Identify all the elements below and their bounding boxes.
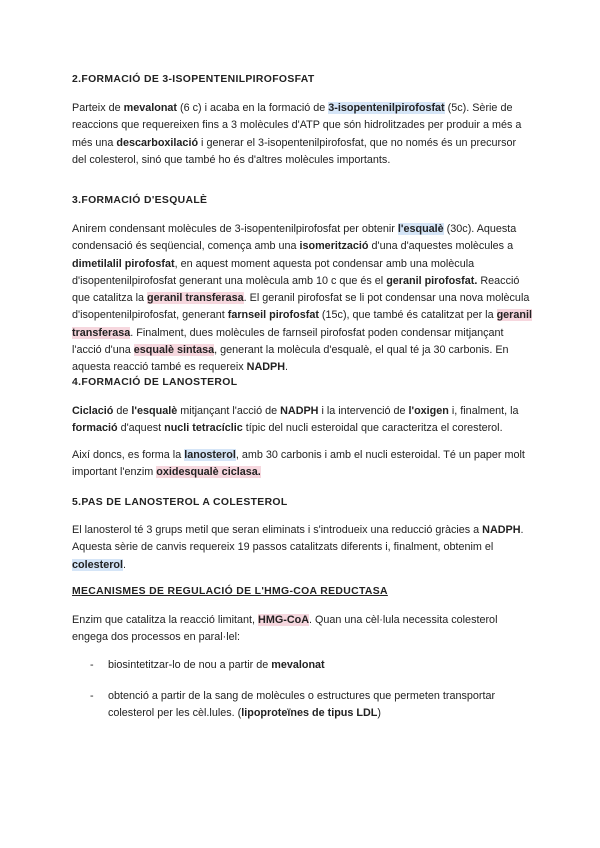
bold-term: geranil pirofosfat.	[386, 274, 478, 287]
highlighted-term: lanosterol	[184, 449, 236, 461]
highlighted-term: l'esqualè	[397, 223, 444, 235]
bold-term: isomerització	[299, 240, 369, 253]
paragraph: Parteix de mevalonat (6 c) i acaba en la formació de 3-isopentenilpirofosfat (5c). Sèrie de reaccions que requereixen fins a 3 molècules d'ATP que són hidrolitzades per produir a més a més una descarboxilació i generar el 3-isopentenilpirofosfat, que no només és un precursor del colesterol, sinó que també ho és d'altres molècules importants.	[72, 102, 522, 166]
bold-term: Ciclació	[72, 405, 114, 417]
bold-term: descarboxilació	[116, 136, 199, 149]
list-bullet: -	[90, 659, 94, 671]
process-list	[90, 657, 530, 674]
highlighted-term: 3-isopentenilpirofosfat	[328, 102, 445, 114]
highlighted-term: oxidesqualè ciclasa.	[156, 466, 261, 479]
paragraph: El lanosterol té 3 grups metil que seran eliminats i s'introdueix una reducció gràcies a NADPH. Aquesta sèrie de canvis requereix 19 passos catalitzats diferents i, finalment, obtenim el colesterol.	[72, 524, 524, 571]
bold-term: NADPH	[246, 361, 286, 374]
bold-term: NADPH	[482, 524, 521, 536]
bold-term: lipoproteïnes de tipus LDL	[241, 707, 378, 720]
highlighted-term: geranil transferasa	[72, 309, 532, 339]
bold-term: mevalonat	[123, 102, 178, 114]
heading-regulacio-hmg-coa: MECANISMES DE REGULACIÓ DE L'HMG-COA REDUCTASA	[72, 586, 388, 597]
paragraph: Així doncs, es forma la lanosterol, amb 30 carbonis i amb el nucli esteroidal. Té un paper molt important l'enzim oxidesqualè ciclasa.	[72, 449, 525, 479]
section-body-regulacio	[72, 612, 532, 647]
heading-formacio-isopentenilpirofosfat: 2.FORMACIÓ DE 3-ISOPENTENILPIROFOSFAT	[72, 74, 315, 85]
highlighted-term: HMG-CoA	[258, 614, 310, 626]
section-heading-3	[72, 194, 532, 208]
list-item-text: biosintetitzar-lo de nou a partir de mevalonat	[108, 659, 325, 671]
heading-pas-lanosterol-colesterol: 5.PAS DE LANOSTEROL A COLESTEROL	[72, 497, 288, 508]
list-item-text: obtenció a partir de la sang de molècules o estructures que permeten transportar colesterol per les cèl.lules. (lipoproteïnes de tipus LDL)	[108, 690, 496, 720]
heading-formacio-lanosterol: 4.FORMACIÓ DE LANOSTEROL	[72, 377, 238, 388]
bold-term: NADPH	[280, 405, 319, 417]
list-bullet: -	[90, 690, 94, 702]
heading-formacio-esquale: 3.FORMACIÓ D'ESQUALÈ	[72, 195, 208, 206]
section-body-4b	[72, 447, 532, 482]
highlighted-term: colesterol	[72, 558, 124, 571]
bold-term: dimetilalil pirofosfat	[72, 257, 175, 270]
paragraph: Anirem condensant molècules de 3-isopentenilpirofosfat per obtenir l'esqualè (30c). Aquesta condensació és seqüencial, comença amb una isomerització d'una d'aquestes molècules a dimetilalil pirofosfat, en aquest moment aquesta pot condensar amb una molècula d'isopentenilpirofosfat generant una molècula amb 10 c que és el geranil pirofosfat. Reacció que catalitza la geranil transferasa. El geranil pirofosfat se li pot condensar una nova molècula d'isopentenilpirofosfat, generant farnseil pirofosfat (15c), que també és catalitzat per la geranil transferasa. Finalment, dues molècules de farnseil pirofosfat poden condensar mitjançant l'acció d'una esqualè sintasa, generant la molècula d'esqualè, el qual té ja 30 carbonis. En aquesta reacció també es requereix NADPH.	[72, 223, 532, 374]
paragraph: Ciclació de l'esqualè mitjançant l'acció de NADPH i la intervenció de l'oxigen i, finalment, la formació d'aquest nucli tetracíclic típic del nucli esteroidal que caracteritza el coresterol.	[72, 405, 519, 435]
paragraph: Enzim que catalitza la reacció limitant, HMG-CoA. Quan una cèl·lula necessita colesterol engega dos processos en paral·lel:	[72, 614, 498, 644]
section-body-2	[72, 100, 532, 169]
bold-term: nucli tetracíclic	[164, 422, 243, 435]
process-list	[90, 688, 530, 723]
highlighted-term: esqualè sintasa	[133, 344, 215, 357]
section-body-5	[72, 522, 532, 574]
section-body-4	[72, 403, 532, 438]
bold-term: l'oxigen	[408, 405, 449, 417]
section-heading-5	[72, 496, 532, 510]
list-item	[90, 657, 530, 674]
section-body-3	[72, 221, 532, 377]
section-heading-4	[72, 376, 532, 390]
bold-term: l'esqualè	[131, 405, 178, 417]
highlighted-term: geranil transferasa	[147, 292, 244, 305]
list-item	[90, 688, 530, 723]
section-heading-regulacio	[72, 585, 532, 599]
bold-term: formació	[72, 422, 118, 435]
bold-term: mevalonat	[271, 659, 325, 671]
bold-term: farnseil pirofosfat	[227, 309, 319, 322]
section-heading-2	[72, 73, 532, 87]
